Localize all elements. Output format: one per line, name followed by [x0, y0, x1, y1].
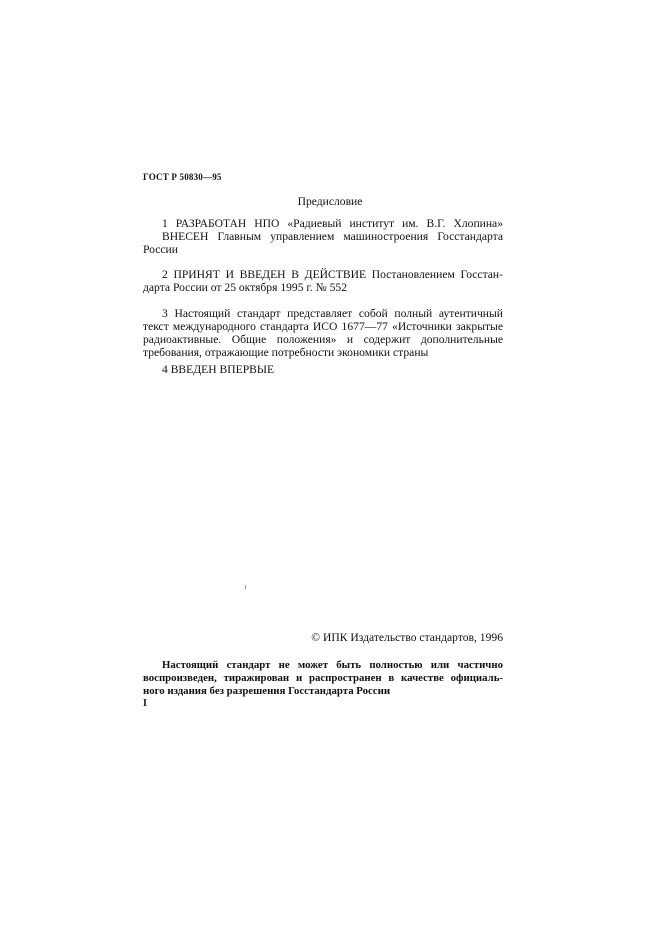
preface-item-2	[143, 268, 503, 294]
notice-line-3: ного издания без разрешения Госстандарта России	[143, 685, 391, 697]
preface-item-3-line-2: текст международного стандарта ИСО 1677—77 «Источники закрытые	[143, 320, 503, 333]
preface-item-1-line-2: ВНЕСЕН Главным управлением машиностроения Госстандарта	[162, 230, 503, 243]
preface-item-3	[143, 307, 503, 359]
page-number: I	[143, 698, 147, 709]
preface-item-2-line-2: дарта России от 25 октября 1995 г. № 552	[143, 281, 348, 294]
document-code: ГОСТ Р 50830—95	[143, 172, 222, 182]
preface-item-3-line-1: 3 Настоящий стандарт представляет собой полный аутентичный	[162, 307, 503, 320]
notice-line-1: Настоящий стандарт не может быть полностью или частично	[162, 659, 503, 671]
preface-item-3-line-4: требования, отражающие потребности экономики страны	[143, 346, 429, 359]
preface-item-3-line-3: радиоактивные. Общие положения» и содержит дополнительные	[143, 333, 503, 346]
preface-item-4-line-1: 4 ВВЕДЕН ВПЕРВЫЕ	[162, 363, 275, 376]
copyright-line: © ИПК Издательство стандартов, 1996	[311, 631, 503, 644]
scan-artifact	[245, 585, 246, 589]
preface-item-1-line-3: России	[143, 243, 178, 256]
preface-item-1	[143, 217, 503, 256]
preface-item-2-line-1: 2 ПРИНЯТ И ВВЕДЕН В ДЕЙСТВИЕ Постановлением Госстан-	[162, 268, 503, 281]
notice-line-2: воспроизведен, тиражирован и распространен в качестве официаль-	[143, 672, 503, 684]
reproduction-notice	[143, 659, 503, 698]
preface-item-1-line-1: 1 РАЗРАБОТАН НПО «Радиевый институт им. В.Г. Хлопина»	[162, 217, 503, 230]
preface-title: Предисловие	[297, 195, 363, 208]
preface-item-4	[143, 363, 503, 376]
